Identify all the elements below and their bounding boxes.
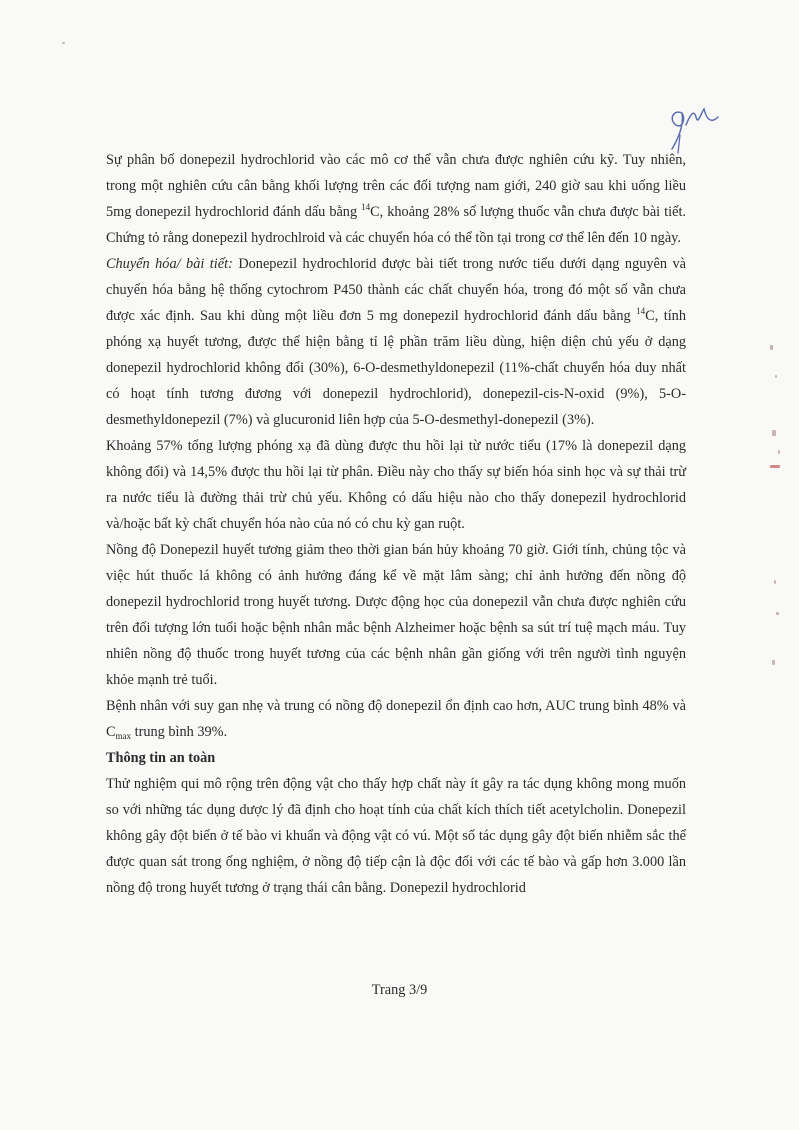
text-span: Sự phân bố donepezil hydrochlorid vào các mô cơ thể vẫn chưa được nghiên cứu kỹ. Tuy nhiên, trong một nghiên cứu cân bằng khối lượng trên các đối tượng nam giới, 240 giờ sau khi uống liều 5mg donepezil hydrochlorid đánh dấu bằng (106, 152, 686, 220)
paragraph-safety: Thử nghiệm qui mô rộng trên động vật cho thấy hợp chất này ít gây ra tác dụng không mong muốn so với những tác dụng dược lý đã định cho hoạt tính của chất kích thích tiết acetylcholin. Donepezil không gây đột biến ở tế bào vi khuẩn và động vật có vú. Một số tác dụng gây đột biến nhiễm sắc thể được quan sát trong ống nghiệm, ở nồng độ tiếp cận là độc đối với các tế bào và gấp hơn 3.000 lần nồng độ trong huyết tương ở trạng thái cân bằng. Donepezil hydrochlorid (106, 776, 686, 896)
scan-mark (778, 450, 780, 454)
scan-mark (770, 345, 773, 350)
scan-mark (774, 580, 776, 584)
scan-mark (776, 612, 779, 615)
page-number: Trang 3/9 (371, 982, 428, 998)
text-span: Bệnh nhân với suy gan nhẹ và trung có nồng độ donepezil ổn định cao hơn, AUC trung bình 48% và C (106, 698, 686, 740)
text-span: C, tính phóng xạ huyết tương, được thể hiện bằng tỉ lệ phần trăm liều dùng, hiện diện chủ yếu ở dạng donepezil hydrochlorid không đổi (30%), 6-O-desmethyldonepezil (11%-chất chuyển hóa duy nhất có hoạt tính tương đương với donepezil hydrochlorid), donepezil-cis-N-oxid (9%), 5-O-desmethyldonepezil (7%) và glucuronid liên hợp của 5-O-desmethyl-donepezil (3%). (106, 308, 686, 428)
paragraph-distribution (106, 147, 686, 251)
text-span: trung bình 39%. (131, 724, 228, 740)
paragraph-plasma-concentration: Nồng độ Donepezil huyết tương giảm theo thời gian bán hủy khoảng 70 giờ. Giới tính, chủng tộc và việc hút thuốc lá không có ảnh hưởng đáng kể về mặt lâm sàng; chỉ ảnh hưởng đến nồng độ donepezil hydrochlorid trong huyết tương. Dược động học của donepezil vẫn chưa được nghiên cứu trên đối tượng lớn tuổi hoặc bệnh nhân mắc bệnh Alzheimer hoặc bệnh sa sút trí tuệ mạch máu. Tuy nhiên nồng độ thuốc trong huyết tương của các bệnh nhân gần giống với trên người tình nguyện khỏe mạnh trẻ tuổi. (106, 542, 686, 688)
superscript: 14 (636, 306, 646, 316)
section-heading: Thông tin an toàn (106, 750, 216, 766)
document-body (106, 147, 686, 901)
scan-mark (772, 430, 776, 436)
paragraph-excretion: Khoảng 57% tổng lượng phóng xạ đã dùng được thu hồi lại từ nước tiểu (17% là donepezil dạng không đổi) và 14,5% được thu hồi lại từ phân. Điều này cho thấy sự biến hóa sinh học và sự thải trừ ra nước tiểu là đường thải trừ chủ yếu. Không có dấu hiệu nào cho thấy donepezil hydrochlorid và/hoặc bất kỳ chất chuyển hóa nào của nó có chu kỳ gan ruột. (106, 438, 686, 532)
text-span: C, khoảng 28% số lượng thuốc vẫn chưa được bài tiết. Chứng tỏ rằng donepezil hydrochlroid và các chuyển hóa có thể tồn tại trong cơ thể lên đến 10 ngày. (106, 204, 686, 246)
scan-mark (62, 42, 65, 44)
scan-mark (770, 465, 780, 468)
subscript: max (115, 731, 132, 741)
text-span: Donepezil hydrochlorid được bài tiết trong nước tiểu dưới dạng nguyên và chuyển hóa bằng hệ thống cytochrom P450 thành các chất chuyển hóa, trong đó một số vẫn chưa được xác định. Sau khi dùng một liều đơn 5 mg donepezil hydrochlorid đánh dấu bằng (106, 256, 687, 324)
scan-mark (772, 660, 775, 665)
paragraph-hepatic-impairment (106, 693, 686, 745)
scan-mark (775, 375, 777, 378)
section-label: Chuyển hóa/ bài tiết: (106, 256, 233, 272)
superscript: 14 (361, 202, 371, 212)
paragraph-metabolism (106, 251, 686, 433)
